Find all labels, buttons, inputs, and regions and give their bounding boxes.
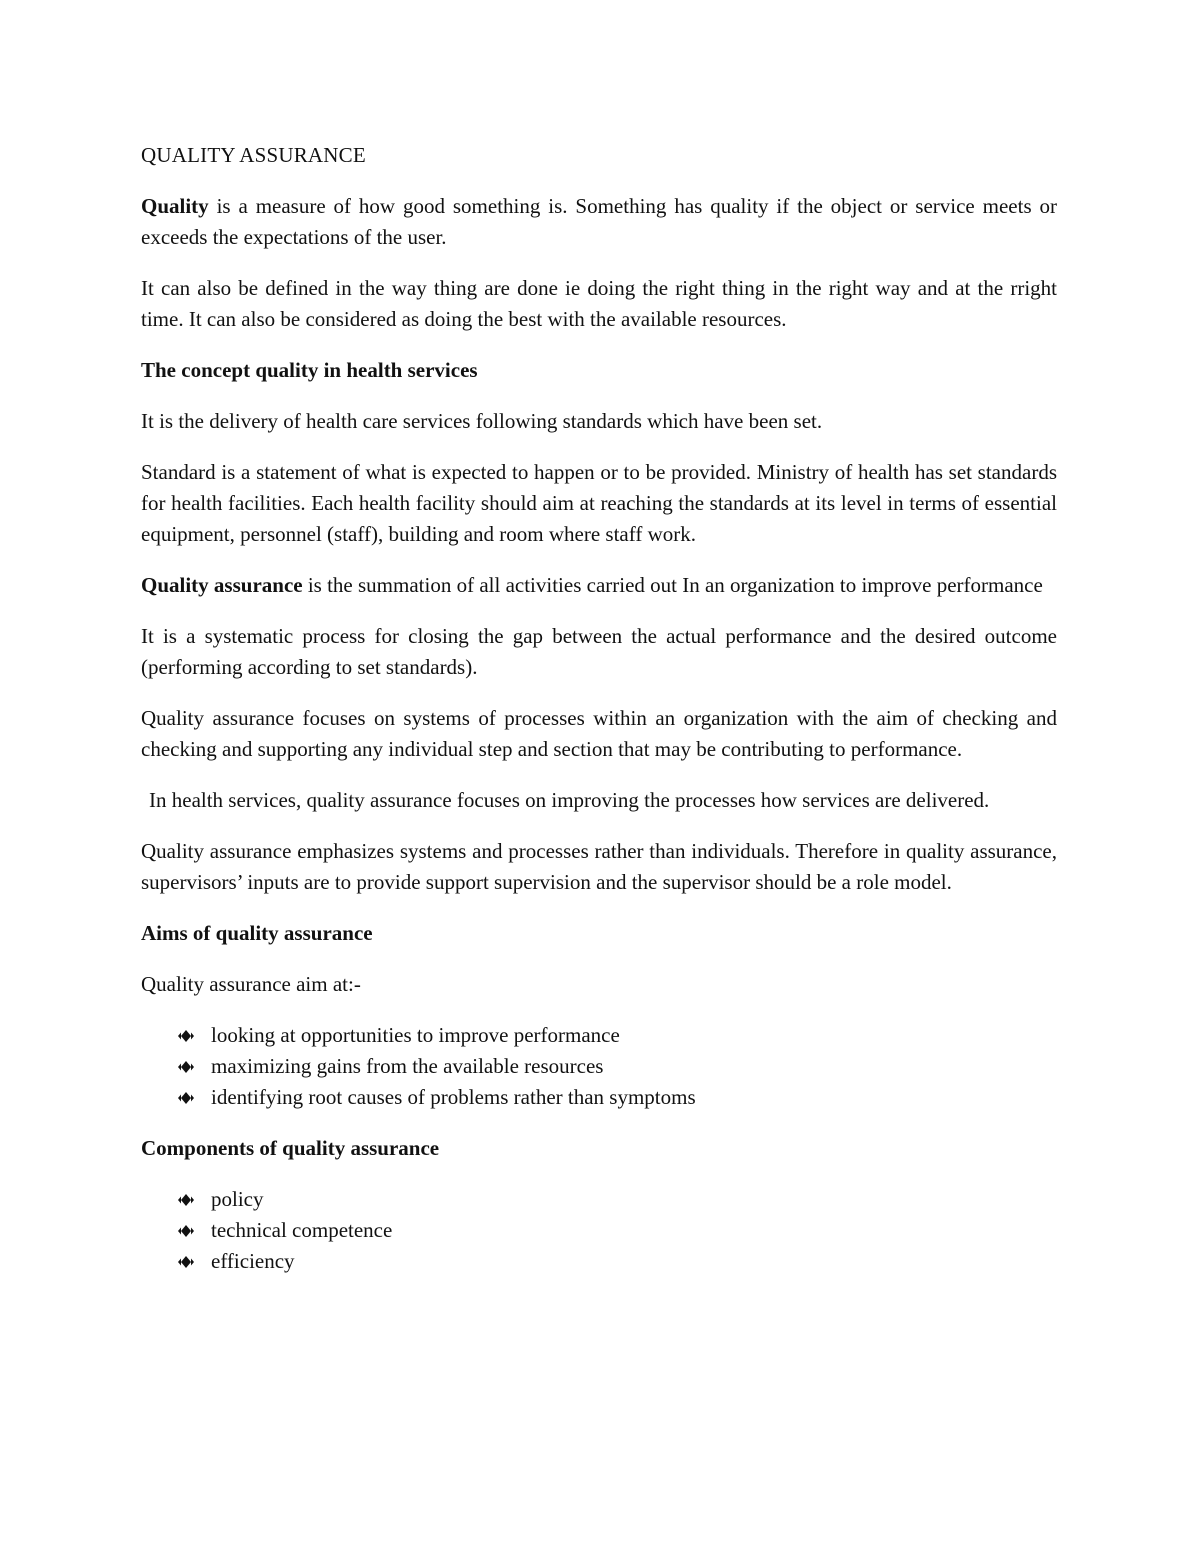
list-item xyxy=(177,1184,1057,1215)
aims-item-text: looking at opportunities to improve performance xyxy=(211,1023,620,1047)
diamond-bullet-icon xyxy=(177,1224,195,1238)
aims-heading: Aims of quality assurance xyxy=(141,921,373,945)
concept-paragraph-2: Standard is a statement of what is expected to happen or to be provided. Ministry of health has set standards for health facilities. Each health facility should aim at reaching the standards at its level in terms of essential equipment, personnel (staff), building and room where staff work. xyxy=(141,460,1057,546)
qa-paragraph-4: In health services, quality assurance focuses on improving the processes how services are delivered. xyxy=(149,788,990,812)
diamond-bullet-icon xyxy=(177,1029,195,1043)
qa-paragraph-3: Quality assurance focuses on systems of processes within an organization with the aim of checking and checking and supporting any individual step and section that may be contributing to performance. xyxy=(141,706,1057,761)
document-page xyxy=(141,140,1057,1297)
components-item-text: technical competence xyxy=(211,1218,393,1242)
components-heading: Components of quality assurance xyxy=(141,1136,440,1160)
qa-definition-text: is the summation of all activities carried out In an organization to improve performance xyxy=(302,573,1043,597)
document-title: QUALITY ASSURANCE xyxy=(141,143,366,167)
diamond-bullet-icon xyxy=(177,1193,195,1207)
concept-paragraph-1: It is the delivery of health care services following standards which have been set. xyxy=(141,409,823,433)
list-item xyxy=(177,1082,1057,1113)
aims-intro: Quality assurance aim at:- xyxy=(141,972,361,996)
qa-definition-term: Quality assurance xyxy=(141,573,303,597)
aims-item-text: identifying root causes of problems rather than symptoms xyxy=(211,1085,696,1109)
list-item xyxy=(177,1051,1057,1082)
intro-term: Quality xyxy=(141,194,209,218)
components-item-text: efficiency xyxy=(211,1249,295,1273)
intro-text: is a measure of how good something is. Something has quality if the object or service meets or exceeds the expectations of the user. xyxy=(141,194,1057,249)
concept-heading: The concept quality in health services xyxy=(141,358,478,382)
intro-paragraph xyxy=(141,191,1057,253)
list-item xyxy=(177,1020,1057,1051)
intro-paragraph-2: It can also be defined in the way thing are done ie doing the right thing in the right way and at the rright time. It can also be considered as doing the best with the available resources. xyxy=(141,276,1057,331)
list-item xyxy=(177,1246,1057,1277)
qa-definition-paragraph xyxy=(141,570,1057,601)
diamond-bullet-icon xyxy=(177,1255,195,1269)
qa-paragraph-2: It is a systematic process for closing the gap between the actual performance and the desired outcome (performing according to set standards). xyxy=(141,624,1057,679)
aims-list xyxy=(141,1020,1057,1113)
components-item-text: policy xyxy=(211,1187,264,1211)
components-list xyxy=(141,1184,1057,1277)
aims-item-text: maximizing gains from the available resources xyxy=(211,1054,604,1078)
list-item xyxy=(177,1215,1057,1246)
diamond-bullet-icon xyxy=(177,1091,195,1105)
qa-paragraph-5: Quality assurance emphasizes systems and processes rather than individuals. Therefore in quality assurance, supervisors’ inputs are to provide support supervision and the supervisor should be a role model. xyxy=(141,839,1057,894)
diamond-bullet-icon xyxy=(177,1060,195,1074)
